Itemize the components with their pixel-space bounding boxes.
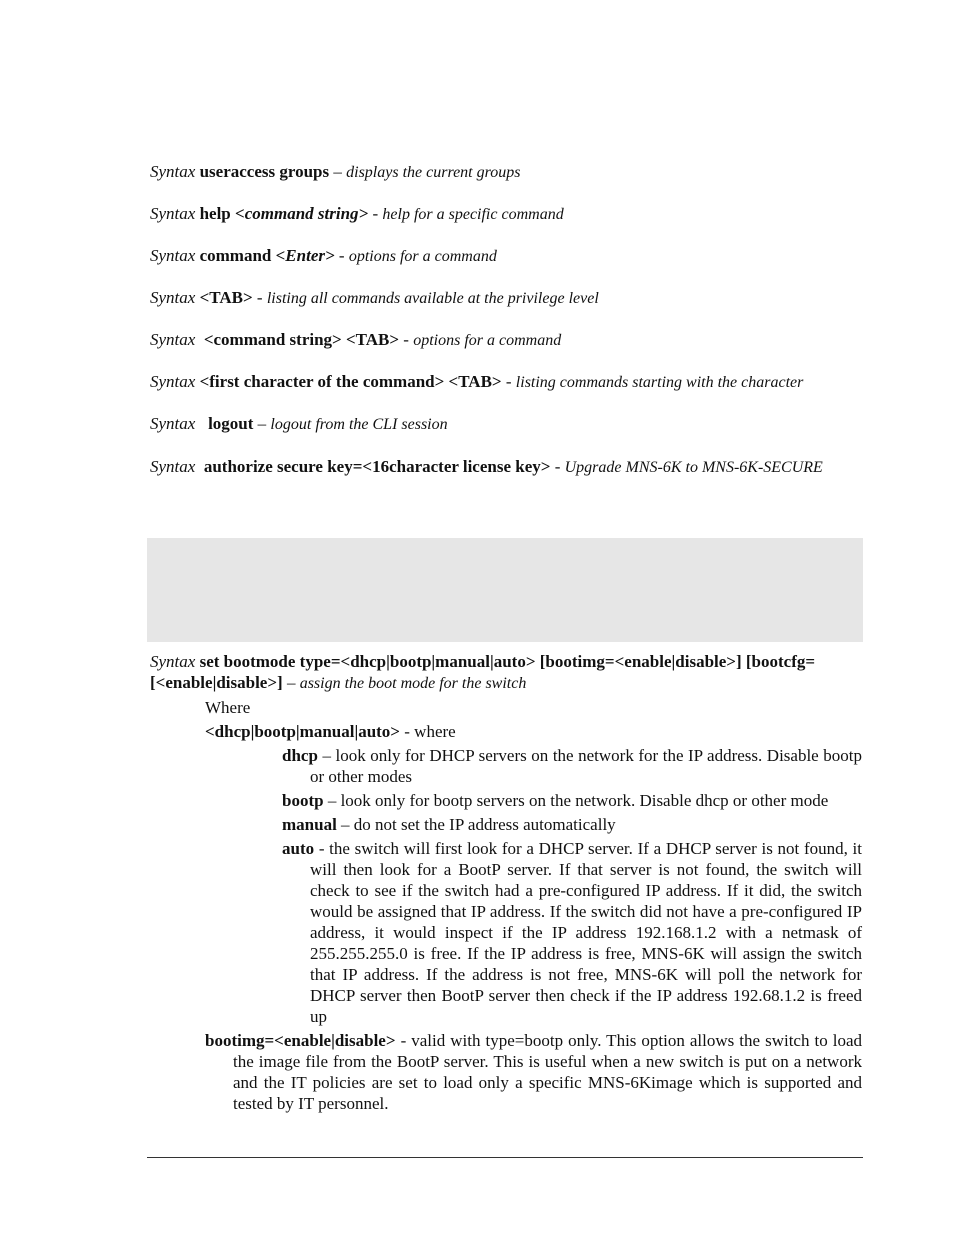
command-text: authorize secure key=<16character license key> (203, 457, 551, 476)
command-text: set bootmode type=<dhcp|bootp|manual|auto> [bootimg=<enable|disable>] [bootcfg=[<enable|disable>] (150, 652, 816, 692)
option-term: bootimg=<enable|disable> (205, 1031, 396, 1050)
command-text: useraccess groups (199, 162, 330, 181)
separator: – (253, 414, 271, 433)
syntax-keyword: Syntax (150, 246, 196, 265)
syntax-keyword: Syntax (150, 162, 196, 181)
type-option-suffix: - where (400, 722, 456, 741)
syntax-line-help (150, 203, 862, 225)
option-text: - the switch will first look for a DHCP server. If a DHCP server is not found, it will then look for a BootP server. If that server is not found, the switch will check to see if the switch had a pre-configured IP address. If it did, the switch would be assigned that IP address. If the switch did not have a pre-configured IP address, it would inspect if the IP address 192.168.1.2 with a netmask of 255.255.255.0 is free. If the IP address is free, MNS-6K will assign the switch that IP address. If the address is not free, MNS-6K will poll the network for DHCP server then BootP server then check if the IP address 192.68.1.2 is freed up (310, 839, 862, 1026)
option-bootp (282, 790, 862, 811)
separator: - (501, 372, 516, 391)
option-term: bootp (282, 791, 324, 810)
command-text: help (199, 204, 236, 223)
bootmode-section (150, 651, 862, 1114)
separator: – (282, 673, 300, 692)
command-description: logout from the CLI session (270, 416, 448, 433)
syntax-line-logout (150, 413, 862, 435)
command-description: Upgrade MNS-6K to MNS-6K-SECURE (564, 459, 823, 476)
command-description: options for a command (413, 332, 562, 349)
syntax-line-first-character-tab (150, 371, 862, 393)
option-auto (282, 838, 862, 1027)
option-dhcp (282, 745, 862, 787)
option-text: – look only for DHCP servers on the network for the IP address. Disable bootp or other modes (310, 746, 862, 786)
syntax-keyword: Syntax (150, 330, 196, 349)
separator: - (550, 457, 565, 476)
shaded-heading-box (147, 538, 863, 642)
where-label: Where (205, 698, 251, 717)
syntax-line-set-bootmode (150, 651, 862, 694)
option-text: - valid with type=bootp only. This option allows the switch to load the image file from the BootP server. This is useful when a new switch is put on a network and the IT policies are set to load only a specific MNS-6Kimage which is supported and tested by IT personnel. (233, 1031, 862, 1113)
syntax-keyword: Syntax (150, 372, 196, 391)
command-text: <TAB> (199, 288, 253, 307)
syntax-keyword: Syntax (150, 414, 196, 433)
option-text: – do not set the IP address automatically (336, 815, 616, 834)
syntax-keyword: Syntax (150, 652, 196, 671)
type-option (205, 721, 862, 742)
separator: - (252, 288, 267, 307)
command-argument: <Enter> (275, 246, 335, 265)
option-term: auto (282, 839, 315, 858)
command-description: listing all commands available at the privilege level (266, 290, 599, 307)
option-text: – look only for bootp servers on the network. Disable dhcp or other mode (323, 791, 829, 810)
option-term: manual (282, 815, 337, 834)
command-text: <first character of the command> <TAB> (199, 372, 502, 391)
separator: - (399, 330, 414, 349)
command-text: command (199, 246, 276, 265)
option-manual (282, 814, 862, 835)
separator: – (329, 162, 347, 181)
command-text: logout (208, 414, 254, 433)
type-option-term: <dhcp|bootp|manual|auto> (205, 722, 400, 741)
separator: - (368, 204, 383, 223)
syntax-line-useraccess-groups (150, 161, 862, 183)
command-description: listing commands starting with the character (515, 374, 804, 391)
footer-rule (147, 1157, 863, 1158)
command-description: options for a command (348, 248, 497, 265)
syntax-keyword: Syntax (150, 457, 196, 476)
syntax-line-authorize (150, 456, 862, 478)
command-description: help for a specific command (382, 206, 564, 223)
syntax-keyword: Syntax (150, 288, 196, 307)
command-argument: <command string> (235, 204, 369, 223)
syntax-line-tab (150, 287, 862, 309)
command-text: <command string> <TAB> (203, 330, 400, 349)
syntax-line-command-enter (150, 245, 862, 267)
command-description: displays the current groups (346, 164, 521, 181)
option-term: dhcp (282, 746, 318, 765)
syntax-keyword: Syntax (150, 204, 196, 223)
option-bootimg (205, 1030, 862, 1114)
syntax-line-command-string-tab (150, 329, 862, 351)
separator: - (334, 246, 349, 265)
command-description: assign the boot mode for the switch (299, 675, 527, 692)
